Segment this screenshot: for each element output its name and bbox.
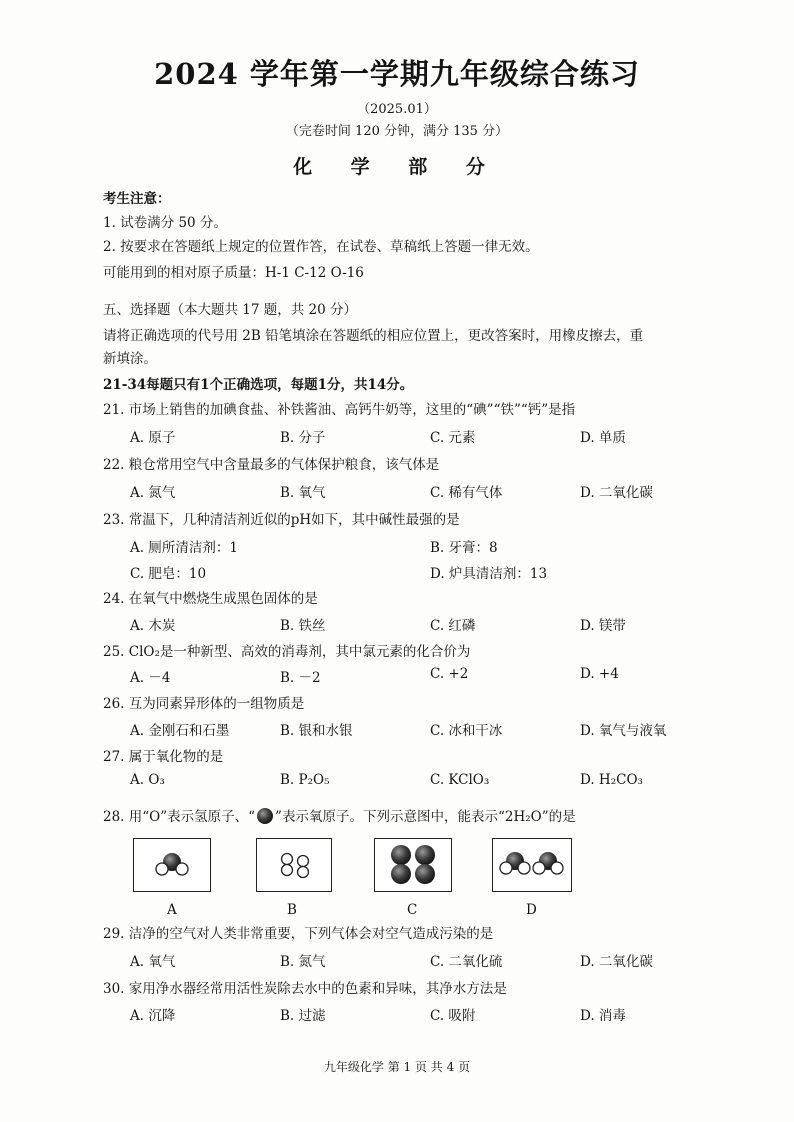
note-item: 2. 按要求在答题纸上规定的位置作答，在试卷、草稿纸上答题一律无效。	[103, 239, 539, 255]
diagram-label-d: D	[526, 902, 537, 918]
exam-date: （2025.01）	[357, 102, 437, 117]
page-footer: 九年级化学 第 1 页 共 4 页	[323, 1060, 471, 1074]
option-d: D. +4	[580, 666, 619, 682]
diagram-a	[133, 838, 211, 892]
option-b: B. 铁丝	[280, 618, 326, 634]
part-subheading: 21-34每题只有1个正确选项，每题1分，共14分。	[103, 377, 414, 393]
option-d: D. 二氧化碳	[580, 485, 653, 501]
option-d: D. 二氧化碳	[580, 954, 653, 970]
diagram-label-a: A	[167, 902, 177, 918]
option-c: C. KClO₃	[430, 772, 490, 788]
diagram-label-c: C	[407, 902, 418, 918]
atomic-mass-note: 可能用到的相对原子质量：H-1 C-12 O-16	[103, 265, 364, 281]
option-b: B. P₂O₅	[280, 772, 330, 788]
option-a: A. －4	[130, 670, 171, 686]
part-instruction: 新填涂。	[103, 351, 157, 367]
exam-title: 2024 学年第一学期九年级综合练习	[154, 57, 640, 91]
exam-time-info: （完卷时间 120 分钟，满分 135 分）	[285, 124, 509, 139]
question-stem: 21. 市场上销售的加碘食盐、补铁酱油、高钙牛奶等，这里的“碘”“铁”“钙”是指	[103, 402, 576, 418]
option-b: B. 氧气	[280, 485, 326, 501]
option-a: A. 厕所清洁剂：1	[130, 540, 238, 556]
option-d: D. 氧气与液氧	[580, 723, 667, 739]
option-b: B. 银和水银	[280, 723, 353, 739]
hydrogen-molecules-icon	[257, 839, 331, 891]
option-c: C. 二氧化硫	[430, 954, 503, 970]
diagram-c	[374, 838, 452, 892]
question-stem: 25. ClO₂是一种新型、高效的消毒剂，其中氯元素的化合价为	[103, 644, 471, 660]
section-title: 化 学 部 分	[293, 156, 501, 178]
diagram-b	[256, 838, 332, 892]
oxygen-molecules-icon	[375, 839, 451, 891]
option-c: C. 红磷	[430, 618, 476, 634]
note-item: 1. 试卷满分 50 分。	[103, 215, 227, 231]
oxygen-atom-icon	[256, 807, 274, 825]
option-d: D. 镁带	[580, 618, 626, 634]
question-stem: 29. 洁净的空气对人类非常重要，下列气体会对空气造成污染的是	[103, 926, 494, 942]
question-stem: 24. 在氧气中燃烧生成黑色固体的是	[103, 591, 318, 607]
option-a: A. O₃	[130, 772, 165, 788]
option-c: C. 吸附	[430, 1008, 476, 1024]
option-a: A. 木炭	[130, 618, 176, 634]
option-a: A. 沉降	[130, 1008, 176, 1024]
option-c: C. 元素	[430, 430, 476, 446]
diagram-label-b: B	[287, 902, 297, 918]
option-b: B. －2	[280, 670, 321, 686]
option-b: B. 分子	[280, 430, 326, 446]
option-a: A. 金刚石和石墨	[130, 723, 230, 739]
part-instruction: 请将正确选项的代号用 2B 铅笔填涂在答题纸的相应位置上，更改答案时，用橡皮擦去，重	[103, 328, 644, 344]
diagram-d	[492, 838, 572, 892]
question-stem: 27. 属于氧化物的是	[103, 749, 224, 765]
option-a: A. 氮气	[130, 485, 176, 501]
option-a: A. 原子	[130, 430, 176, 446]
water-molecule-icon	[134, 839, 210, 891]
option-d: D. 炉具清洁剂：13	[430, 566, 548, 582]
option-d: D. 单质	[580, 430, 626, 446]
option-b: B. 牙膏：8	[430, 540, 498, 556]
option-b: B. 氮气	[280, 954, 326, 970]
notes-heading: 考生注意：	[103, 191, 171, 207]
question-stem: 26. 互为同素异形体的一组物质是	[103, 696, 305, 712]
question-stem: 23. 常温下，几种清洁剂近似的pH如下，其中碱性最强的是	[103, 512, 460, 528]
option-d: D. H₂CO₃	[580, 772, 643, 788]
option-c: C. +2	[430, 666, 469, 682]
question-stem: 30. 家用净水器经常用活性炭除去水中的色素和异味，其净水方法是	[103, 981, 507, 997]
option-d: D. 消毒	[580, 1008, 626, 1024]
option-a: A. 氧气	[130, 954, 176, 970]
option-c: C. 冰和干冰	[430, 723, 503, 739]
option-c: C. 肥皂：10	[130, 566, 207, 582]
question-stem	[103, 805, 576, 825]
part-heading: 五、选择题（本大题共 17 题，共 20 分）	[103, 302, 358, 318]
option-b: B. 过滤	[280, 1008, 326, 1024]
stem-suffix: ”表示氧原子。下列示意图中，能表示“2H₂O”的是	[275, 809, 576, 825]
two-water-molecules-icon	[493, 839, 571, 891]
stem-prefix: 28. 用“O”表示氢原子、“	[103, 809, 256, 825]
option-c: C. 稀有气体	[430, 485, 503, 501]
question-stem: 22. 粮仓常用空气中含量最多的气体保护粮食，该气体是	[103, 457, 440, 473]
